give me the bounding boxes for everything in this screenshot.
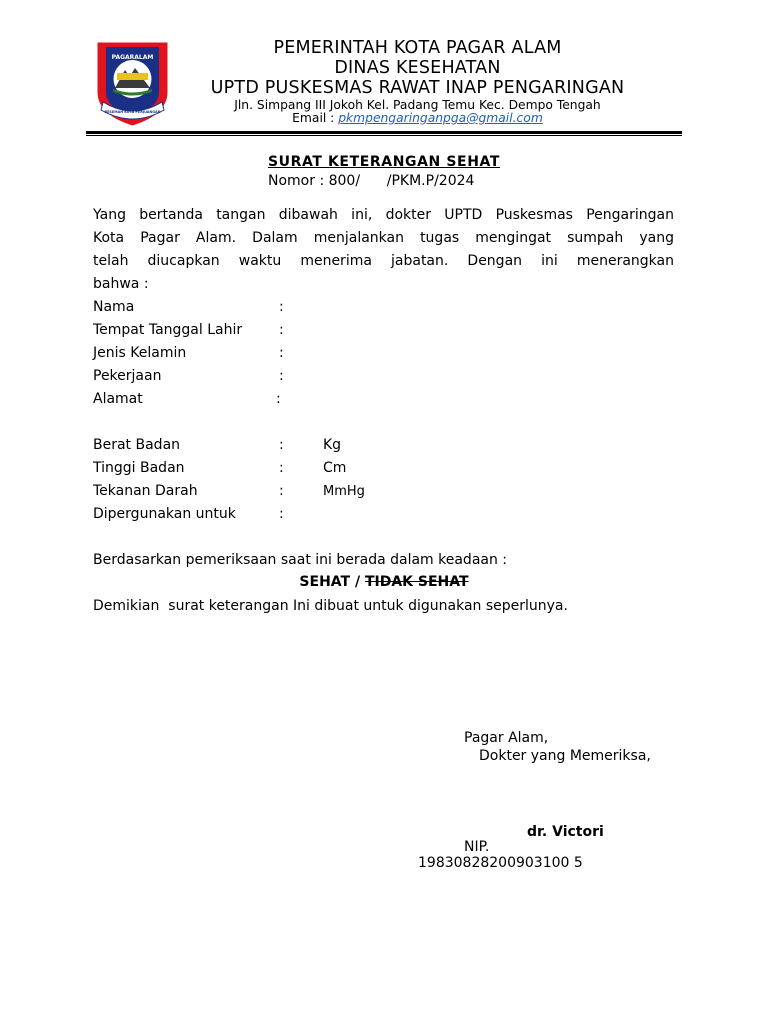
field-unit-weight: Kg	[323, 437, 342, 453]
letterhead-divider-thin	[86, 135, 682, 136]
signature-place: Pagar Alam,	[464, 730, 549, 746]
intro-line: telah diucapkan waktu menerima jabatan. Dengan ini menerangkan	[93, 253, 674, 269]
letterhead-department: DINAS KESEHATAN	[334, 58, 501, 78]
email-label: Email :	[292, 111, 339, 125]
intro-line: Kota Pagar Alam. Dalam menjalankan tugas mengingat sumpah yang	[93, 230, 674, 246]
document-title: SURAT KETERANGAN SEHAT	[267, 154, 501, 170]
signature-name: dr. Victori	[527, 824, 604, 840]
email-link[interactable]: pkmpengaringanpga@gmail.com	[338, 111, 543, 125]
field-label-purpose: Dipergunakan untuk	[93, 506, 236, 522]
document-number: Nomor : 800/ /PKM.P/2024	[268, 173, 475, 189]
letterhead-email-line	[150, 111, 685, 125]
field-label-blood-pressure: Tekanan Darah	[93, 483, 198, 499]
field-unit-blood-pressure: MmHg	[323, 484, 365, 499]
status-unhealthy-struck: TIDAK SEHAT	[364, 574, 469, 590]
field-colon: :	[279, 506, 284, 522]
conclusion-intro: Berdasarkan pemeriksaan saat ini berada dalam keadaan :	[93, 552, 508, 568]
intro-line: Yang bertanda tangan dibawah ini, dokter UPTD Puskesmas Pengaringan	[93, 207, 674, 223]
field-colon: :	[279, 460, 284, 476]
logo-ribbon-text: BESEMAH KOTA PERJUANGAN	[104, 110, 161, 114]
signature-role: Dokter yang Memeriksa,	[479, 748, 651, 764]
field-colon: :	[279, 299, 284, 315]
field-colon: :	[276, 391, 281, 407]
letterhead-institution: UPTD PUSKESMAS RAWAT INAP PENGARINGAN	[210, 78, 625, 98]
signature-nip: 19830828200903100 5	[418, 855, 583, 871]
intro-paragraph	[93, 204, 674, 296]
letterhead-address: Jln. Simpang III Jokoh Kel. Padang Temu Kec. Dempo Tengah	[234, 98, 601, 112]
signature-nip-label: NIP.	[464, 839, 490, 855]
field-label-address: Alamat	[93, 391, 143, 407]
field-colon: :	[279, 322, 284, 338]
field-label-weight: Berat Badan	[93, 437, 181, 453]
field-label-height: Tinggi Badan	[93, 460, 185, 476]
intro-line: bahwa :	[93, 276, 149, 292]
field-label-nama: Nama	[93, 299, 135, 315]
letterhead-government: PEMERINTAH KOTA PAGAR ALAM	[273, 38, 562, 58]
field-colon: :	[279, 345, 284, 361]
logo-top-text: PAGARALAM	[111, 54, 154, 61]
field-label-occupation: Pekerjaan	[93, 368, 162, 384]
letterhead-divider-thick	[86, 131, 682, 134]
field-colon: :	[279, 368, 284, 384]
field-label-ttl: Tempat Tanggal Lahir	[93, 322, 243, 338]
field-colon: :	[279, 483, 284, 499]
field-colon: :	[279, 437, 284, 453]
field-label-gender: Jenis Kelamin	[93, 345, 187, 361]
status-healthy: SEHAT /	[299, 574, 365, 590]
closing-statement: Demikian surat keterangan Ini dibuat untuk digunakan seperlunya.	[93, 598, 568, 614]
field-unit-height: Cm	[323, 460, 347, 476]
health-status	[0, 574, 768, 590]
